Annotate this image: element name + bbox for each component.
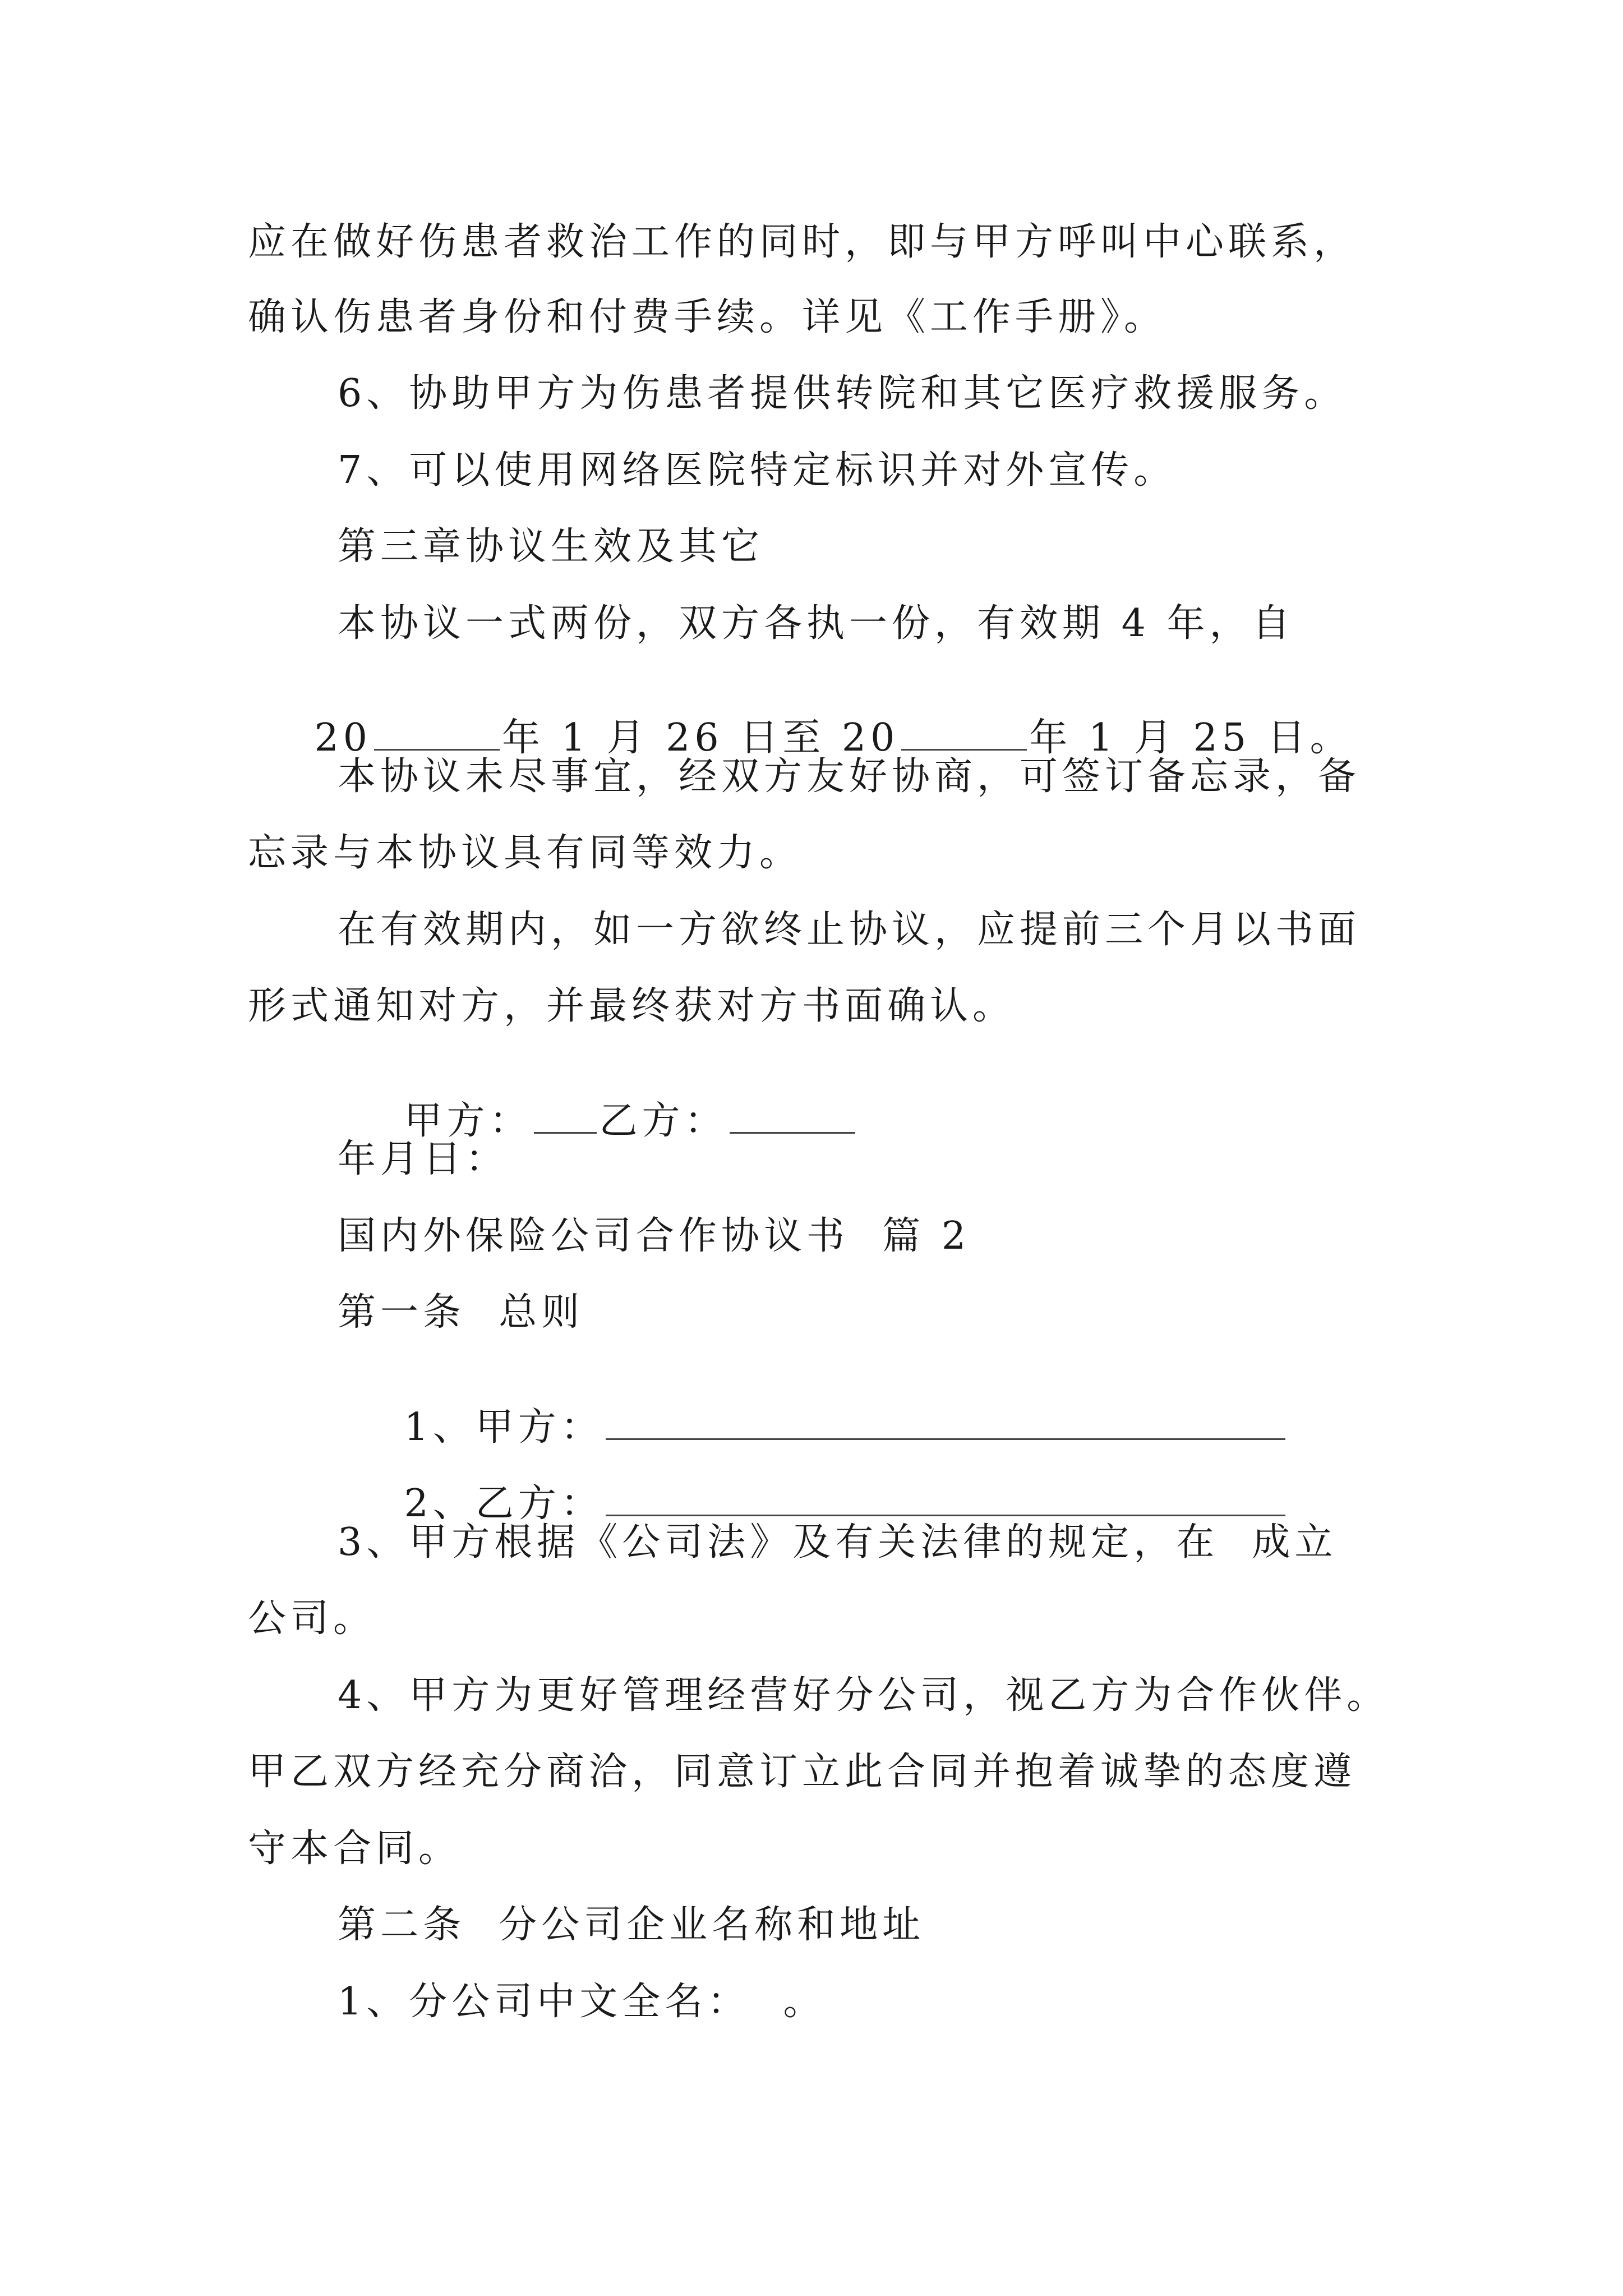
date-sign-line: 年月日：	[338, 1137, 509, 1181]
paragraph-line: 公司。	[248, 1596, 376, 1641]
date-range-middle: 年 1 月 26 日至 20	[502, 716, 900, 760]
paragraph-line: 应在做好伤患者救治工作的同时，即与甲方呼叫中心联系，	[248, 220, 1357, 264]
paragraph-line: 本协议一式两份，双方各执一份，有效期 4 年，自	[338, 601, 1295, 646]
party-a-label: 甲方：	[404, 1099, 532, 1143]
party-a-item-blank	[606, 1438, 1285, 1440]
paragraph-line: 在有效期内，如一方欲终止协议，应提前三个月以书面	[338, 908, 1361, 952]
section-heading: 第一条 总则	[338, 1290, 584, 1335]
party-a-blank	[534, 1132, 597, 1134]
party-b-item-label: 2、乙方：	[404, 1481, 603, 1526]
date-range-end: 年 1 月 25 日。	[1029, 716, 1353, 760]
section-heading: 第二条 分公司企业名称和地址	[338, 1903, 925, 1947]
year-blank-start	[374, 749, 500, 751]
paragraph-line: 6、协助甲方为伤患者提供转院和其它医疗救援服务。	[338, 371, 1347, 416]
paragraph-line: 甲乙双方经充分商洽，同意订立此合同并抱着诚挚的态度遵	[248, 1750, 1357, 1794]
party-b-blank	[730, 1132, 855, 1134]
paragraph-line: 7、可以使用网络医院特定标识并对外宣传。	[338, 448, 1177, 493]
party-b-label: 乙方：	[599, 1099, 727, 1143]
paragraph-line: 4、甲方为更好管理经营好分公司，视乙方为合作伙伴。	[338, 1673, 1390, 1718]
article-title: 国内外保险公司合作协议书 篇 2	[338, 1214, 971, 1258]
party-b-item-blank	[606, 1515, 1285, 1516]
party-a-item-label: 1、甲方：	[404, 1405, 603, 1450]
paragraph-line: 忘录与本协议具有同等效力。	[248, 831, 803, 875]
section-heading: 第三章协议生效及其它	[338, 524, 764, 569]
paragraph-line: 3、甲方根据《公司法》及有关法律的规定，在 成立	[338, 1520, 1338, 1565]
paragraph-line: 确认伤患者身份和付费手续。详见《工作手册》。	[248, 295, 1167, 339]
year-blank-end	[901, 749, 1027, 751]
paragraph-line: 1、分公司中文全名： 。	[338, 1980, 826, 2024]
paragraph-line: 本协议未尽事宜，经双方友好协商，可签订备忘录，备	[338, 754, 1361, 799]
paragraph-line: 守本合同。	[248, 1826, 462, 1871]
year-prefix-start: 20	[314, 716, 372, 760]
paragraph-line: 形式通知对方，并最终获对方书面确认。	[248, 984, 1016, 1028]
